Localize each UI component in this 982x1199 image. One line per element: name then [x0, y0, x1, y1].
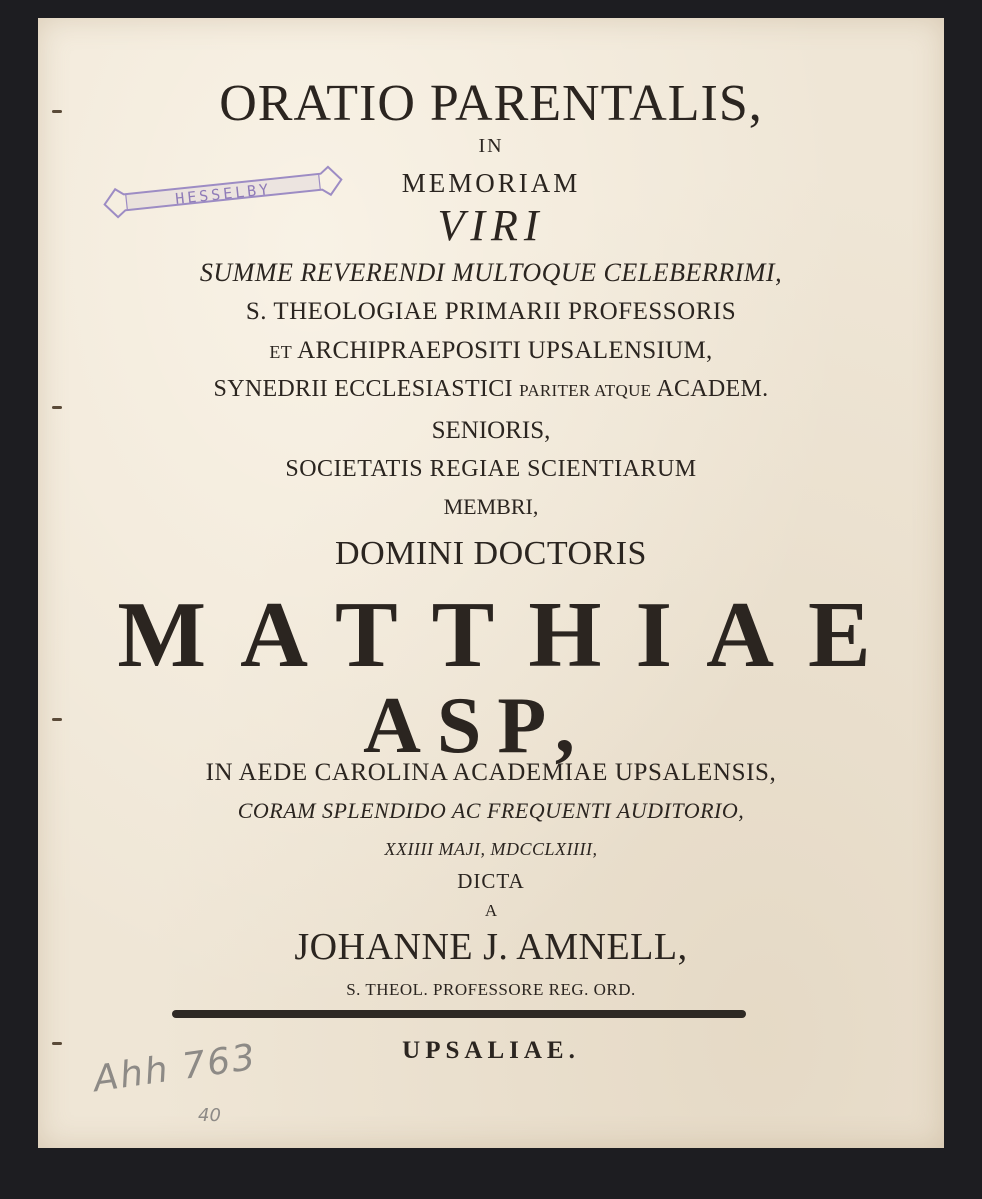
- in-word: IN: [478, 135, 504, 157]
- date-line: XXIIII MAJI, MDCCLXIIII,: [384, 839, 598, 859]
- subject-first-name: MATTHIAE: [117, 583, 905, 687]
- subject-last-name: ASP,: [363, 682, 591, 770]
- small-caps-et: ET: [269, 342, 292, 362]
- a-line: A: [484, 901, 498, 920]
- synedrii-line: [38, 377, 944, 401]
- pariter-atque-text: PARITER ATQUE: [519, 381, 652, 400]
- archpraepositi-line: [38, 338, 944, 363]
- title-page: [38, 18, 944, 1148]
- membri-line: MEMBRI,: [443, 494, 539, 519]
- societatis-line: SOCIETATIS REGIAE SCIENTIARUM: [285, 456, 697, 482]
- archpraepositi-text: ARCHIPRAEPOSITI UPSALENSIUM,: [297, 337, 713, 364]
- handwritten-shelfmark: Ahh 763: [90, 1036, 260, 1101]
- imprint-place: UPSALIAE.: [402, 1037, 580, 1064]
- horizontal-rule: [172, 1010, 746, 1018]
- academ-text: ACADEM.: [656, 376, 769, 402]
- senioris-line: SENIORIS,: [431, 417, 551, 444]
- handwritten-note: 40: [198, 1105, 221, 1126]
- domini-doctoris-line: DOMINI DOCTORIS: [335, 535, 647, 572]
- memoriam-line: MEMORIAM: [401, 168, 581, 198]
- binding-hole: [52, 406, 62, 409]
- document-title: ORATIO PARENTALIS,: [219, 75, 763, 132]
- location-line: IN AEDE CAROLINA ACADEMIAE UPSALENSIS,: [205, 759, 777, 786]
- honorific-line: SUMME REVERENDI MULTOQUE CELEBERRIMI,: [199, 258, 783, 287]
- viri-line: VIRI: [437, 201, 545, 250]
- dicta-line: DICTA: [457, 869, 525, 893]
- author-name: JOHANNE J. AMNELL,: [294, 926, 688, 968]
- synedrii-text: SYNEDRII ECCLESIASTICI: [213, 376, 513, 402]
- audience-line: CORAM SPLENDIDO AC FREQUENTI AUDITORIO,: [237, 798, 745, 823]
- theology-professor-line: S. THEOLOGIAE PRIMARII PROFESSORIS: [245, 298, 737, 325]
- author-title: S. THEOL. PROFESSORE REG. ORD.: [346, 980, 636, 999]
- stamp-text: HESSELBY: [174, 180, 273, 208]
